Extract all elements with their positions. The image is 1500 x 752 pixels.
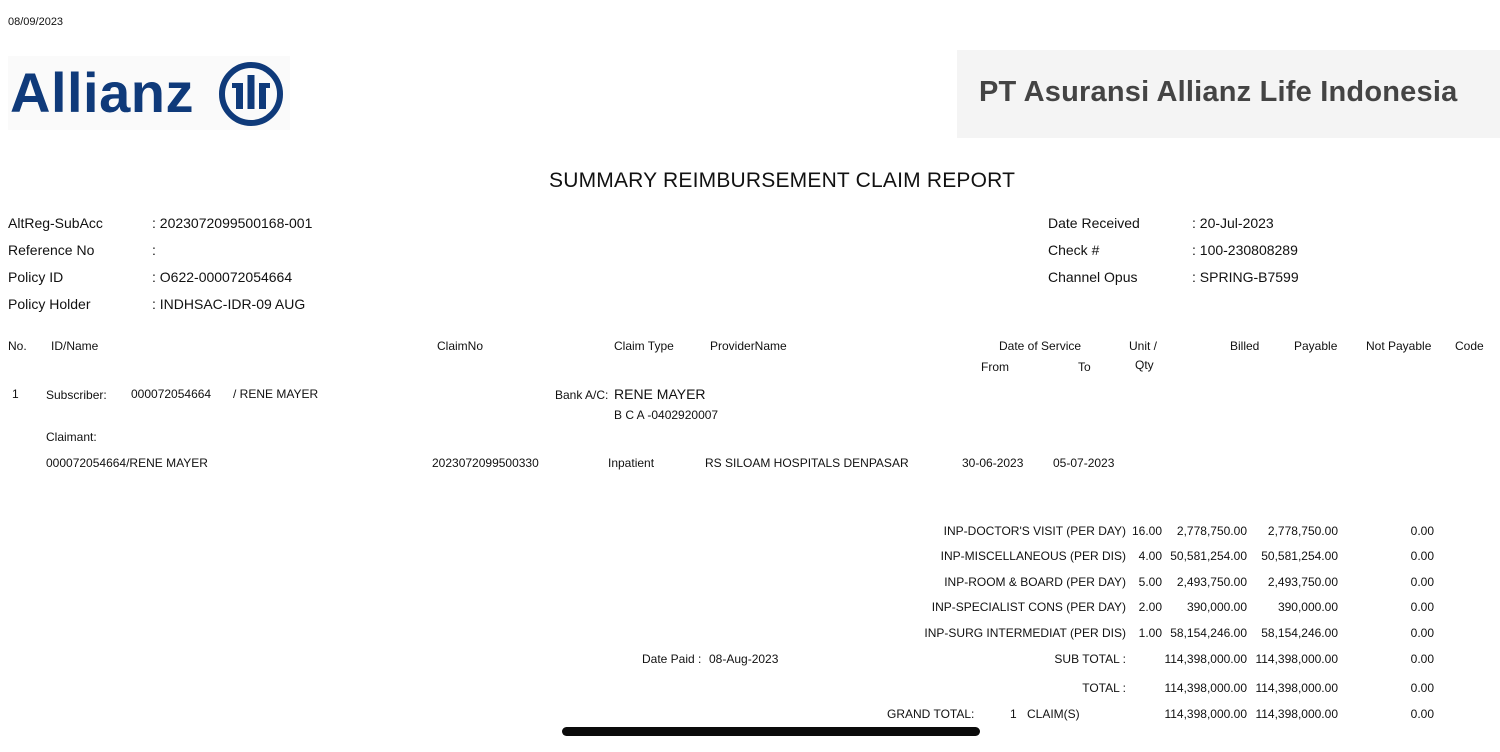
subscriber-label: Subscriber:	[46, 388, 107, 402]
grand-total-not-payable: 0.00	[1410, 707, 1434, 721]
benefit-qty: 2.00	[1138, 600, 1162, 614]
provider-name: RS SILOAM HOSPITALS DENPASAR	[705, 456, 909, 470]
home-indicator[interactable]	[562, 727, 980, 736]
benefit-qty: 5.00	[1138, 575, 1162, 589]
col-qty: Qty	[1135, 358, 1154, 372]
claim-type: Inpatient	[608, 456, 655, 470]
allianz-wordmark: Allianz	[10, 61, 194, 124]
grand-total-label: GRAND TOTAL:	[887, 707, 975, 721]
benefit-qty: 16.00	[1131, 524, 1162, 538]
col-code: Code	[1455, 339, 1484, 353]
benefit-not-payable: 0.00	[1410, 626, 1434, 640]
benefit-payable: 2,493,750.00	[1267, 575, 1338, 589]
total-payable: 114,398,000.00	[1255, 681, 1338, 695]
col-payable: Payable	[1294, 339, 1338, 353]
info-label: Policy Holder	[8, 296, 91, 312]
service-from-date: 30-06-2023	[962, 456, 1024, 470]
date-paid: 08-Aug-2023	[709, 652, 779, 666]
info-label: AltReg-SubAcc	[8, 215, 103, 231]
info-label: Channel Opus	[1048, 269, 1138, 285]
col-no: No.	[8, 339, 27, 353]
subscriber-id: 000072054664	[131, 387, 212, 401]
info-value: : SPRING-B7599	[1192, 269, 1299, 285]
subtotal-not-payable: 0.00	[1410, 652, 1434, 666]
info-label: Policy ID	[8, 269, 64, 285]
info-label: Date Received	[1048, 215, 1140, 231]
subtotal-billed: 114,398,000.00	[1164, 652, 1247, 666]
bank-name: RENE MAYER	[614, 386, 706, 402]
benefit-billed: 390,000.00	[1186, 600, 1247, 614]
benefit-billed: 58,154,246.00	[1170, 626, 1247, 640]
record-no: 1	[12, 387, 19, 401]
benefit-name: INP-ROOM & BOARD (PER DAY)	[944, 575, 1126, 589]
col-from: From	[981, 360, 1009, 374]
service-to-date: 05-07-2023	[1053, 456, 1115, 470]
info-label: Check #	[1048, 242, 1100, 258]
total-billed: 114,398,000.00	[1164, 681, 1247, 695]
col-claim-type: Claim Type	[614, 339, 674, 353]
benefit-not-payable: 0.00	[1410, 600, 1434, 614]
col-not-payable: Not Payable	[1366, 339, 1432, 353]
benefit-qty: 1.00	[1138, 626, 1162, 640]
benefit-payable: 50,581,254.00	[1261, 549, 1338, 563]
subscriber-name: / RENE MAYER	[233, 387, 319, 401]
benefit-qty: 4.00	[1138, 549, 1162, 563]
total-label: TOTAL :	[1082, 681, 1126, 695]
benefit-name: INP-SURG INTERMEDIAT (PER DIS)	[924, 626, 1126, 640]
col-provider: ProviderName	[710, 339, 787, 353]
company-name-banner: PT Asuransi Allianz Life Indonesia	[957, 50, 1500, 138]
report-title: SUMMARY REIMBURSEMENT CLAIM REPORT	[549, 169, 1016, 192]
claimant-label: Claimant:	[46, 430, 97, 444]
allianz-logo	[8, 56, 290, 130]
benefit-billed: 50,581,254.00	[1170, 549, 1247, 563]
benefit-payable: 58,154,246.00	[1261, 626, 1338, 640]
grand-total-payable: 114,398,000.00	[1255, 707, 1338, 721]
col-date-of-service: Date of Service	[999, 339, 1082, 353]
benefit-billed: 2,778,750.00	[1176, 524, 1247, 538]
benefit-name: INP-DOCTOR'S VISIT (PER DAY)	[943, 524, 1126, 538]
info-value: : 100-230808289	[1192, 242, 1298, 258]
grand-total-claims-label: CLAIM(S)	[1027, 707, 1080, 721]
bank-label: Bank A/C:	[555, 388, 609, 402]
col-to: To	[1078, 360, 1091, 374]
subtotal-payable: 114,398,000.00	[1255, 652, 1338, 666]
info-value: :	[152, 242, 156, 258]
info-value: : 20-Jul-2023	[1192, 215, 1274, 231]
date-paid-label: Date Paid :	[642, 652, 702, 666]
allianz-emblem-icon	[214, 61, 288, 127]
subtotal-label: SUB TOTAL :	[1054, 652, 1126, 666]
claimant: 000072054664/RENE MAYER	[46, 456, 208, 470]
benefit-not-payable: 0.00	[1410, 575, 1434, 589]
benefit-billed: 2,493,750.00	[1176, 575, 1247, 589]
benefit-payable: 2,778,750.00	[1267, 524, 1338, 538]
print-date: 08/09/2023	[8, 16, 64, 28]
col-id-name: ID/Name	[51, 339, 99, 353]
col-claim-no: ClaimNo	[437, 339, 484, 353]
info-value: : INDHSAC-IDR-09 AUG	[152, 296, 306, 312]
benefit-name: INP-SPECIALIST CONS (PER DAY)	[931, 600, 1126, 614]
info-label: Reference No	[8, 242, 95, 258]
grand-total-billed: 114,398,000.00	[1164, 707, 1247, 721]
benefit-not-payable: 0.00	[1410, 524, 1434, 538]
total-not-payable: 0.00	[1410, 681, 1434, 695]
col-unit: Unit /	[1129, 339, 1158, 353]
benefit-name: INP-MISCELLANEOUS (PER DIS)	[940, 549, 1126, 563]
bank-account: B C A -0402920007	[614, 408, 719, 422]
info-value: : O622-000072054664	[152, 269, 293, 285]
claim-no: 2023072099500330	[432, 456, 539, 470]
benefit-payable: 390,000.00	[1277, 600, 1338, 614]
info-value: : 2023072099500168-001	[152, 215, 313, 231]
benefit-not-payable: 0.00	[1410, 549, 1434, 563]
grand-total-count: 1	[1010, 707, 1017, 721]
col-billed: Billed	[1230, 339, 1260, 353]
